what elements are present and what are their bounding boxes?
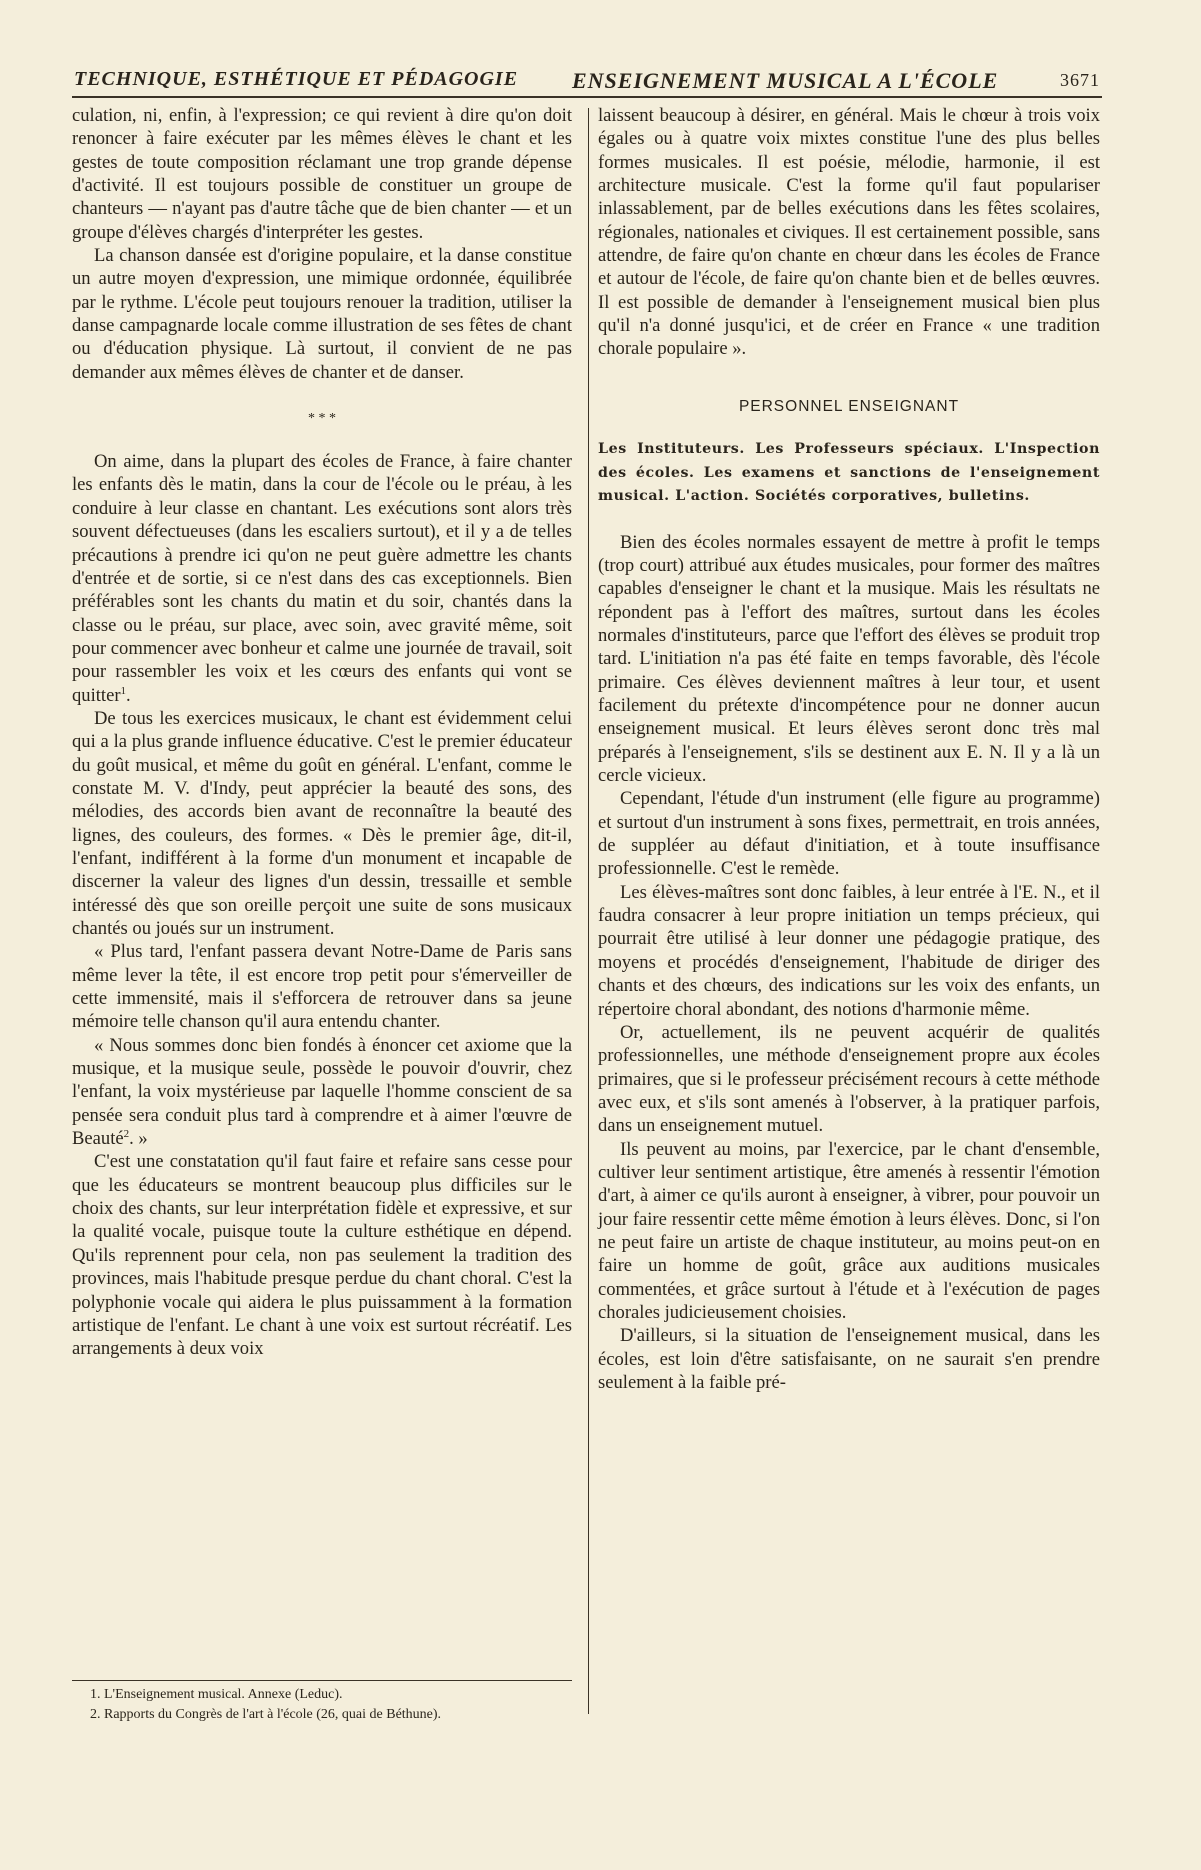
header-section-title: TECHNIQUE, ESTHÉTIQUE ET PÉDAGOGIE — [74, 68, 519, 90]
paragraph: laissent beaucoup à désirer, en général. Mais le chœur à trois voix égales ou à quatre voix mixtes constitue l'une des plus belles formes musicales. Il est poésie, mélodie, harmonie, il est architecture musicale. C'est la forme qu'il faut populariser inlassablement, par de belles exécutions dans les fêtes scolaires, régionales, nationales et civiques. Il est certainement possible, sans attendre, de faire qu'on chante en chœur dans les écoles de France et autour de l'école, de faire qu'on chante bien et de belles œuvres. Il est possible de demander à l'enseignement musical bien plus qu'il n'a donné jusqu'ici, et de créer en France « une tradition chorale populaire ». — [598, 105, 1100, 360]
paragraph: culation, ni, enfin, à l'expression; ce qui revient à dire qu'on doit renoncer à faire exécuter par les mêmes élèves le chant et les gestes de toute composition réclamant une trop grande dépense d'activité. Il est toujours possible de constituer un groupe de chanteurs — n'ayant pas d'autre tâche que de bien chanter — et un groupe d'élèves chargés d'interpréter les gestes. — [72, 105, 572, 243]
left-column — [72, 104, 572, 1361]
paragraph: Bien des écoles normales essayent de mettre à profit le temps (trop court) attribué aux études musicales, pour former des maîtres capables d'enseigner le chant et la musique. Mais les résultats ne répondent pas à l'effort des maîtres, surtout dans les écoles normales d'instituteurs, parce que l'effort des élèves se produit trop tard. L'initiation n'a pas été faite en temps favorable, dès l'école primaire. Ces élèves deviennent maîtres à leur tour, et usent facilement du prétexte d'incompétence pour ne donner aucun enseignement musical. Et leurs élèves seront donc très mal préparés à l'enseignement, s'ils se destinent aux E. N. Il y a là un cercle vicieux. — [598, 531, 1100, 787]
paragraph: La chanson dansée est d'origine populaire, et la danse constitue un autre moyen d'expression, une mimique ordonnée, équilibrée par le rythme. L'école peut toujours renouer la tradition, utiliser la danse campagnarde locale comme illustration de ses fêtes de chant ou d'éducation physique. Là surtout, il convient de ne pas demander aux mêmes élèves de chanter et de danser. — [72, 245, 572, 383]
header-chapter-title: ENSEIGNEMENT MUSICAL A L'ÉCOLE — [572, 68, 999, 93]
paragraph: C'est une constatation qu'il faut faire et refaire sans cesse pour que les éducateurs se montrent beaucoup plus difficiles sur le choix des chants, sur leur interprétation fidèle et expressive, et sur la qualité vocale, puisque toute la culture esthétique en dépend. Qu'ils reprennent pour cela, non pas seulement la tradition des provinces, mais l'habitude presque perdue du chant choral. C'est la polyphonie vocale qui aidera le plus puissamment à la formation artistique de l'enfant. Le chant à une voix est surtout récréatif. Les arrangements à deux voix — [72, 1151, 572, 1360]
paragraph: Les élèves-maîtres sont donc faibles, à leur entrée à l'E. N., et il faudra consacrer à leur propre initiation un temps précieux, qui pourrait être utilisé à leur donner une pédagogie pratique, des moyens et procédés d'enseignement, l'habitude de diriger des chants et des chœurs, des indications sur les voix des enfants, un répertoire choral abondant, des notions d'harmonie même. — [598, 881, 1100, 1020]
paragraph: Cependant, l'étude d'un instrument (elle figure au programme) et surtout d'un instrument à sons fixes, permettrait, en trois années, de suppléer au défaut d'initiation, et à toute insuffisance professionnelle. C'est le remède. — [598, 788, 1100, 880]
section-summary: Les Instituteurs. Les Professeurs spéciaux. L'Inspection des écoles. Les examens et sanctions de l'enseignement musical. L'action. Sociétés corporatives, bulletins. — [598, 441, 1100, 505]
paragraph: Or, actuellement, ils ne peuvent acquérir de qualités professionnelles, une méthode d'enseignement propre aux écoles primaires, que si le professeur précisément recours à cette méthode avec eux, et s'ils sont amenés à l'observer, à la pratiquer parfois, dans un enseignement mutuel. — [598, 1021, 1100, 1137]
section-heading: PERSONNEL ENSEIGNANT — [738, 397, 960, 415]
page-number: 3671 — [1060, 70, 1100, 90]
paragraph: De tous les exercices musicaux, le chant est évidemment celui qui a la plus grande influence éducative. C'est le premier éducateur du goût musical, et même du goût en général. L'enfant, comme le constate M. V. d'Indy, peut apprécier la beauté des sons, des mélodies, des accords bien avant de reconnaître la beauté des lignes, des couleurs, des formes. « Dès le premier âge, dit-il, l'enfant, indifférent à la forme d'un monument et incapable de discerner la valeur des lignes d'un dessin, tressaille et semble intéressé dès que son oreille perçoit une suite de sons musicaux chantés ou joués sur un instrument. — [72, 707, 572, 939]
column-divider — [588, 108, 589, 1714]
footnote: 2. Rapports du Congrès de l'art à l'école (26, quai de Béthune). — [90, 1707, 442, 1722]
footnote-ref: 1 — [120, 684, 127, 697]
paragraph: Ils peuvent au moins, par l'exercice, par le chant d'ensemble, cultiver leur sentiment artistique, être amenés à ressentir l'émotion d'art, à aimer ce qu'ils auront à enseigner, à vibrer, pour pouvoir un jour faire ressentir cette même émotion à leurs élèves. Donc, si l'on ne peut faire un artiste de chaque instituteur, au moins peut-on en faire un homme de goût, grâce aux auditions musicales commentées, et grâce surtout à l'étude et à l'exécution de pages chorales judicieusement choisies. — [598, 1138, 1100, 1323]
running-header — [72, 66, 1102, 98]
section-break-stars: * * * — [308, 411, 336, 427]
paragraph: « Plus tard, l'enfant passera devant Notre-Dame de Paris sans même lever la tête, il est encore trop petit pour s'émerveiller de cette immensité, mais il s'efforcera de retrouver dans sa jeune mémoire telle chanson qu'il aura entendu chanter. — [72, 941, 572, 1033]
paragraph: D'ailleurs, si la situation de l'enseignement musical, dans les écoles, est loin d'être satisfaisante, on ne saurait s'en prendre seulement à la faible pré- — [598, 1325, 1100, 1393]
footnotes — [72, 1680, 572, 1725]
right-column — [598, 104, 1100, 1394]
footnote: 1. L'Enseignement musical. Annexe (Leduc). — [90, 1687, 343, 1702]
paragraph: On aime, dans la plupart des écoles de France, à faire chanter les enfants dès le matin, dans la cour de l'école ou le préau, à les conduire à leur classe en chantant. Les exécutions sont alors très souvent défectueuses (dans les escaliers surtout), et il y a de telles précautions à prendre ici qu'on ne peut guère admettre les chants d'entrée et de sortie, si ce n'est dans des cas exceptionnels. Bien préférables sont les chants du matin et du soir, chantés dans la classe ou le préau, sur place, avec soin, avec gravité même, soit pour commencer avec bonheur et calme une journée de travail, soit pour rassembler les voix et les cœurs des enfants qui vont se quitter$^1$. — [72, 451, 572, 706]
footnote-ref: 2 — [123, 1127, 130, 1140]
paragraph: « Nous sommes donc bien fondés à énoncer cet axiome que la musique, et la musique seule, possède le pouvoir d'ouvrir, chez l'enfant, la voix mystérieuse par laquelle l'homme conscient de sa pensée sera conduit plus tard à comprendre et à aimer l'œuvre de Beauté$^2$. » — [72, 1034, 572, 1150]
